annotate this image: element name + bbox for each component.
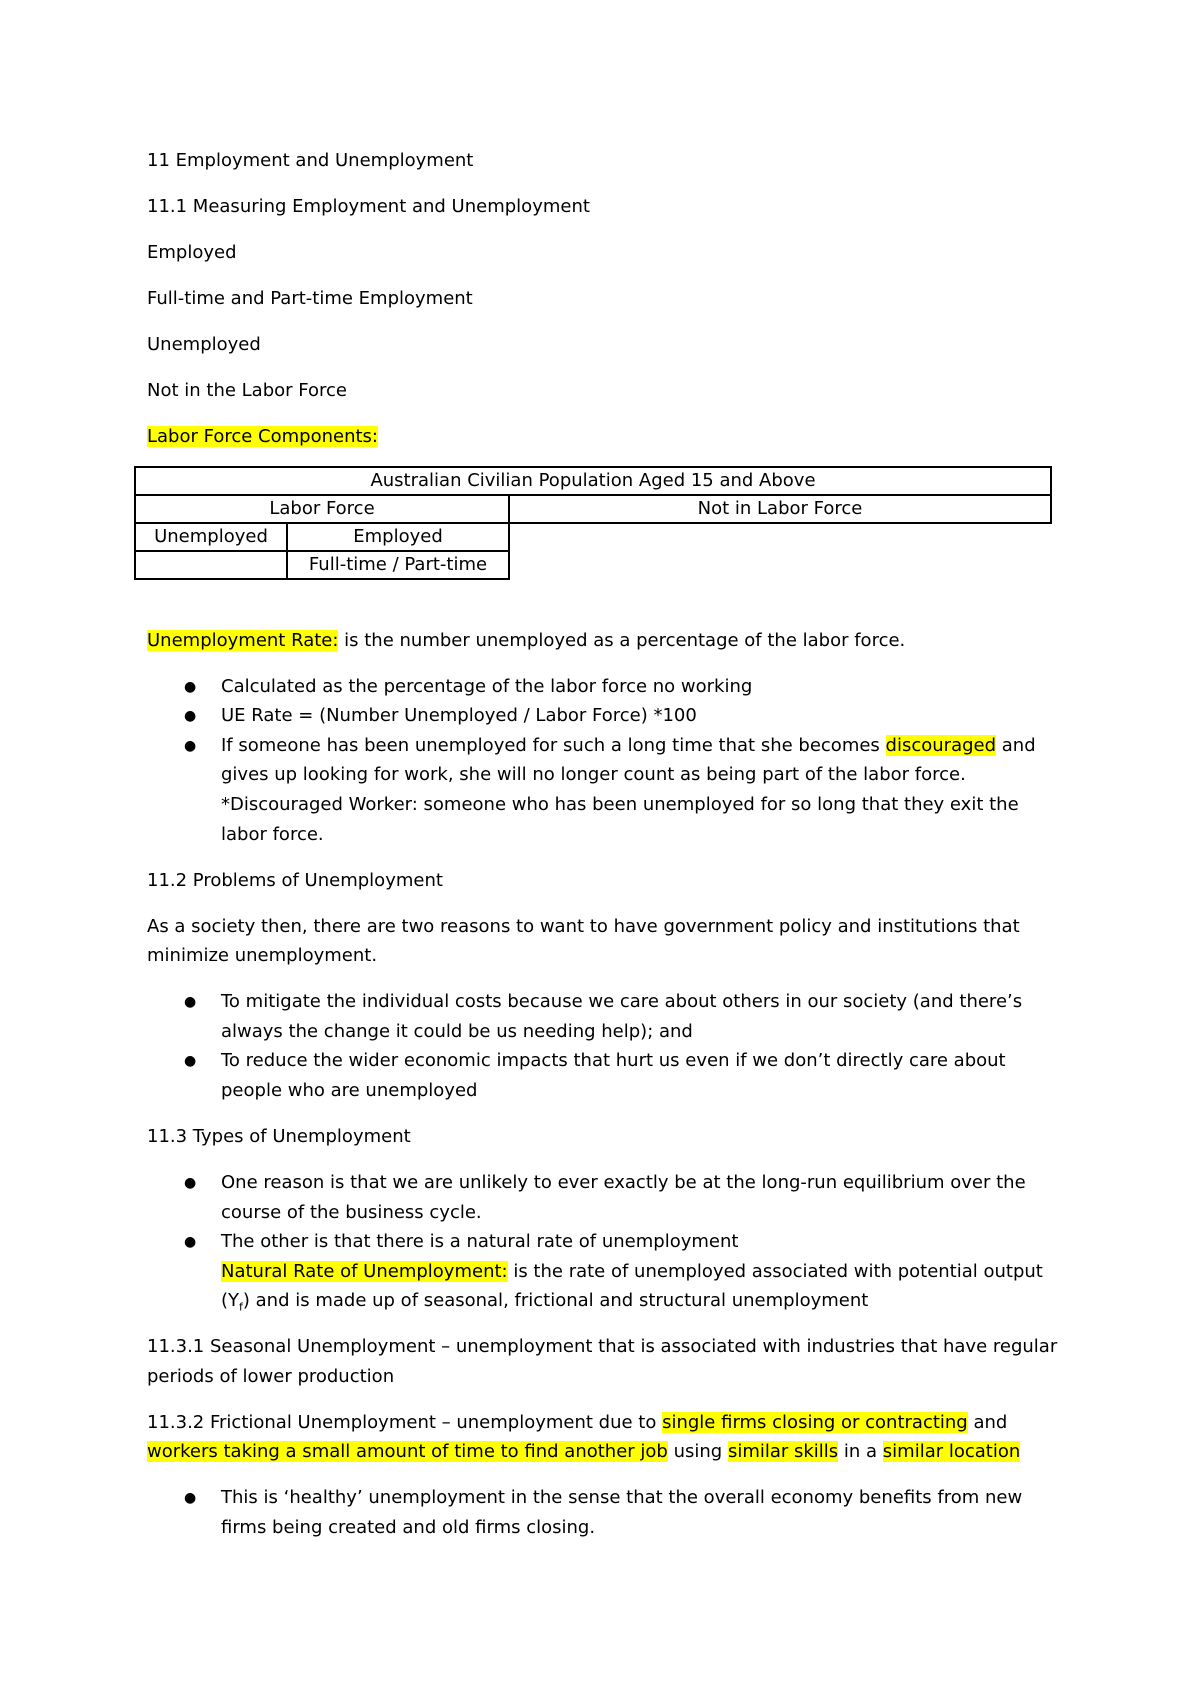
- list-item: [221, 731, 1036, 761]
- not-in-labor-force-cell: Not in Labor Force: [697, 498, 863, 519]
- text: ) and is made up of seasonal, frictional and structural unemployment: [242, 1290, 869, 1311]
- text: using: [667, 1441, 728, 1462]
- table-border: [134, 578, 510, 580]
- paragraph-continuation: [147, 1437, 1020, 1467]
- term-full-part-time: Full-time and Part-time Employment: [147, 288, 473, 309]
- subscript: f: [239, 1300, 243, 1314]
- text: in a: [838, 1441, 883, 1462]
- text: and: [996, 735, 1036, 756]
- term-employed: Employed: [147, 242, 237, 263]
- highlight: single firms closing or contracting: [662, 1412, 968, 1433]
- list-item: To reduce the wider economic impacts that hurt us even if we don’t directly care about: [221, 1050, 1006, 1071]
- paragraph: minimize unemployment.: [147, 945, 378, 966]
- definition-text: is the number unemployed as a percentage of the labor force.: [338, 630, 906, 651]
- full-part-time-cell: Full-time / Part-time: [308, 554, 488, 575]
- employed-cell: Employed: [353, 526, 443, 547]
- highlight: similar location: [882, 1441, 1021, 1462]
- bullet-dot: ●: [184, 1053, 197, 1069]
- highlight: similar skills: [727, 1441, 839, 1462]
- ue-rate-definition: [147, 626, 905, 656]
- bullet-dot: ●: [184, 679, 197, 695]
- chapter-heading: 11 Employment and Unemployment: [147, 150, 474, 171]
- list-item-continuation: [221, 1286, 868, 1323]
- frictional-unemployment-paragraph: [147, 1408, 1007, 1438]
- bullet-dot: ●: [184, 1175, 197, 1191]
- list-item: The other is that there is a natural rate of unemployment: [221, 1231, 739, 1252]
- labor-force-cell: Labor Force: [269, 498, 375, 519]
- table-title-cell: Australian Civilian Population Aged 15 and Above: [370, 470, 816, 491]
- term-unemployed: Unemployed: [147, 334, 261, 355]
- section-heading-11-2: 11.2 Problems of Unemployment: [147, 870, 443, 891]
- highlight: Labor Force Components:: [147, 426, 378, 447]
- list-item: UE Rate = (Number Unemployed / Labor Force) *100: [221, 705, 697, 726]
- text: is the rate of unemployed associated with potential output: [507, 1261, 1043, 1282]
- seasonal-unemployment-paragraph: 11.3.1 Seasonal Unemployment – unemployment that is associated with industries that have regular: [147, 1336, 1058, 1357]
- table-border: [1050, 466, 1052, 524]
- highlight: Unemployment Rate:: [147, 630, 339, 651]
- list-item: To mitigate the individual costs because we care about others in our society (and there’s: [221, 991, 1023, 1012]
- list-item: Calculated as the percentage of the labor force no working: [221, 676, 753, 697]
- section-heading-11-1: 11.1 Measuring Employment and Unemployment: [147, 196, 590, 217]
- bullet-dot: ●: [184, 738, 197, 754]
- highlight: workers taking a small amount of time to find another job: [147, 1441, 668, 1462]
- text: and: [967, 1412, 1008, 1433]
- list-item-continuation: *Discouraged Worker: someone who has been unemployed for so long that they exit the: [221, 794, 1019, 815]
- list-item: This is ‘healthy’ unemployment in the sense that the overall economy benefits from new: [221, 1487, 1023, 1508]
- highlight: discouraged: [885, 735, 997, 756]
- text: If someone has been unemployed for such a long time that she becomes: [221, 735, 886, 756]
- bullet-dot: ●: [184, 708, 197, 724]
- text: (Y: [221, 1290, 240, 1311]
- bullet-dot: ●: [184, 1234, 197, 1250]
- paragraph: As a society then, there are two reasons to want to have government policy and institutions that: [147, 916, 1020, 937]
- unemployed-cell: Unemployed: [154, 526, 268, 547]
- list-item-continuation: [221, 1257, 1043, 1287]
- highlight: Natural Rate of Unemployment:: [221, 1261, 508, 1282]
- list-item: One reason is that we are unlikely to ever exactly be at the long-run equilibrium over the: [221, 1172, 1026, 1193]
- list-item-continuation: firms being created and old firms closing.: [221, 1517, 596, 1538]
- paragraph-continuation: periods of lower production: [147, 1366, 395, 1387]
- bullet-dot: ●: [184, 994, 197, 1010]
- section-heading-11-3: 11.3 Types of Unemployment: [147, 1126, 411, 1147]
- bullet-dot: ●: [184, 1490, 197, 1506]
- text: 11.3.2 Frictional Unemployment – unemployment due to: [147, 1412, 663, 1433]
- term-not-in-labor-force: Not in the Labor Force: [147, 380, 347, 401]
- list-item-continuation: gives up looking for work, she will no longer count as being part of the labor force.: [221, 764, 966, 785]
- list-item-continuation: people who are unemployed: [221, 1080, 478, 1101]
- list-item-continuation: always the change it could be us needing help); and: [221, 1021, 693, 1042]
- labor-force-components-label: [147, 422, 378, 452]
- list-item-continuation: labor force.: [221, 824, 324, 845]
- list-item-continuation: course of the business cycle.: [221, 1202, 482, 1223]
